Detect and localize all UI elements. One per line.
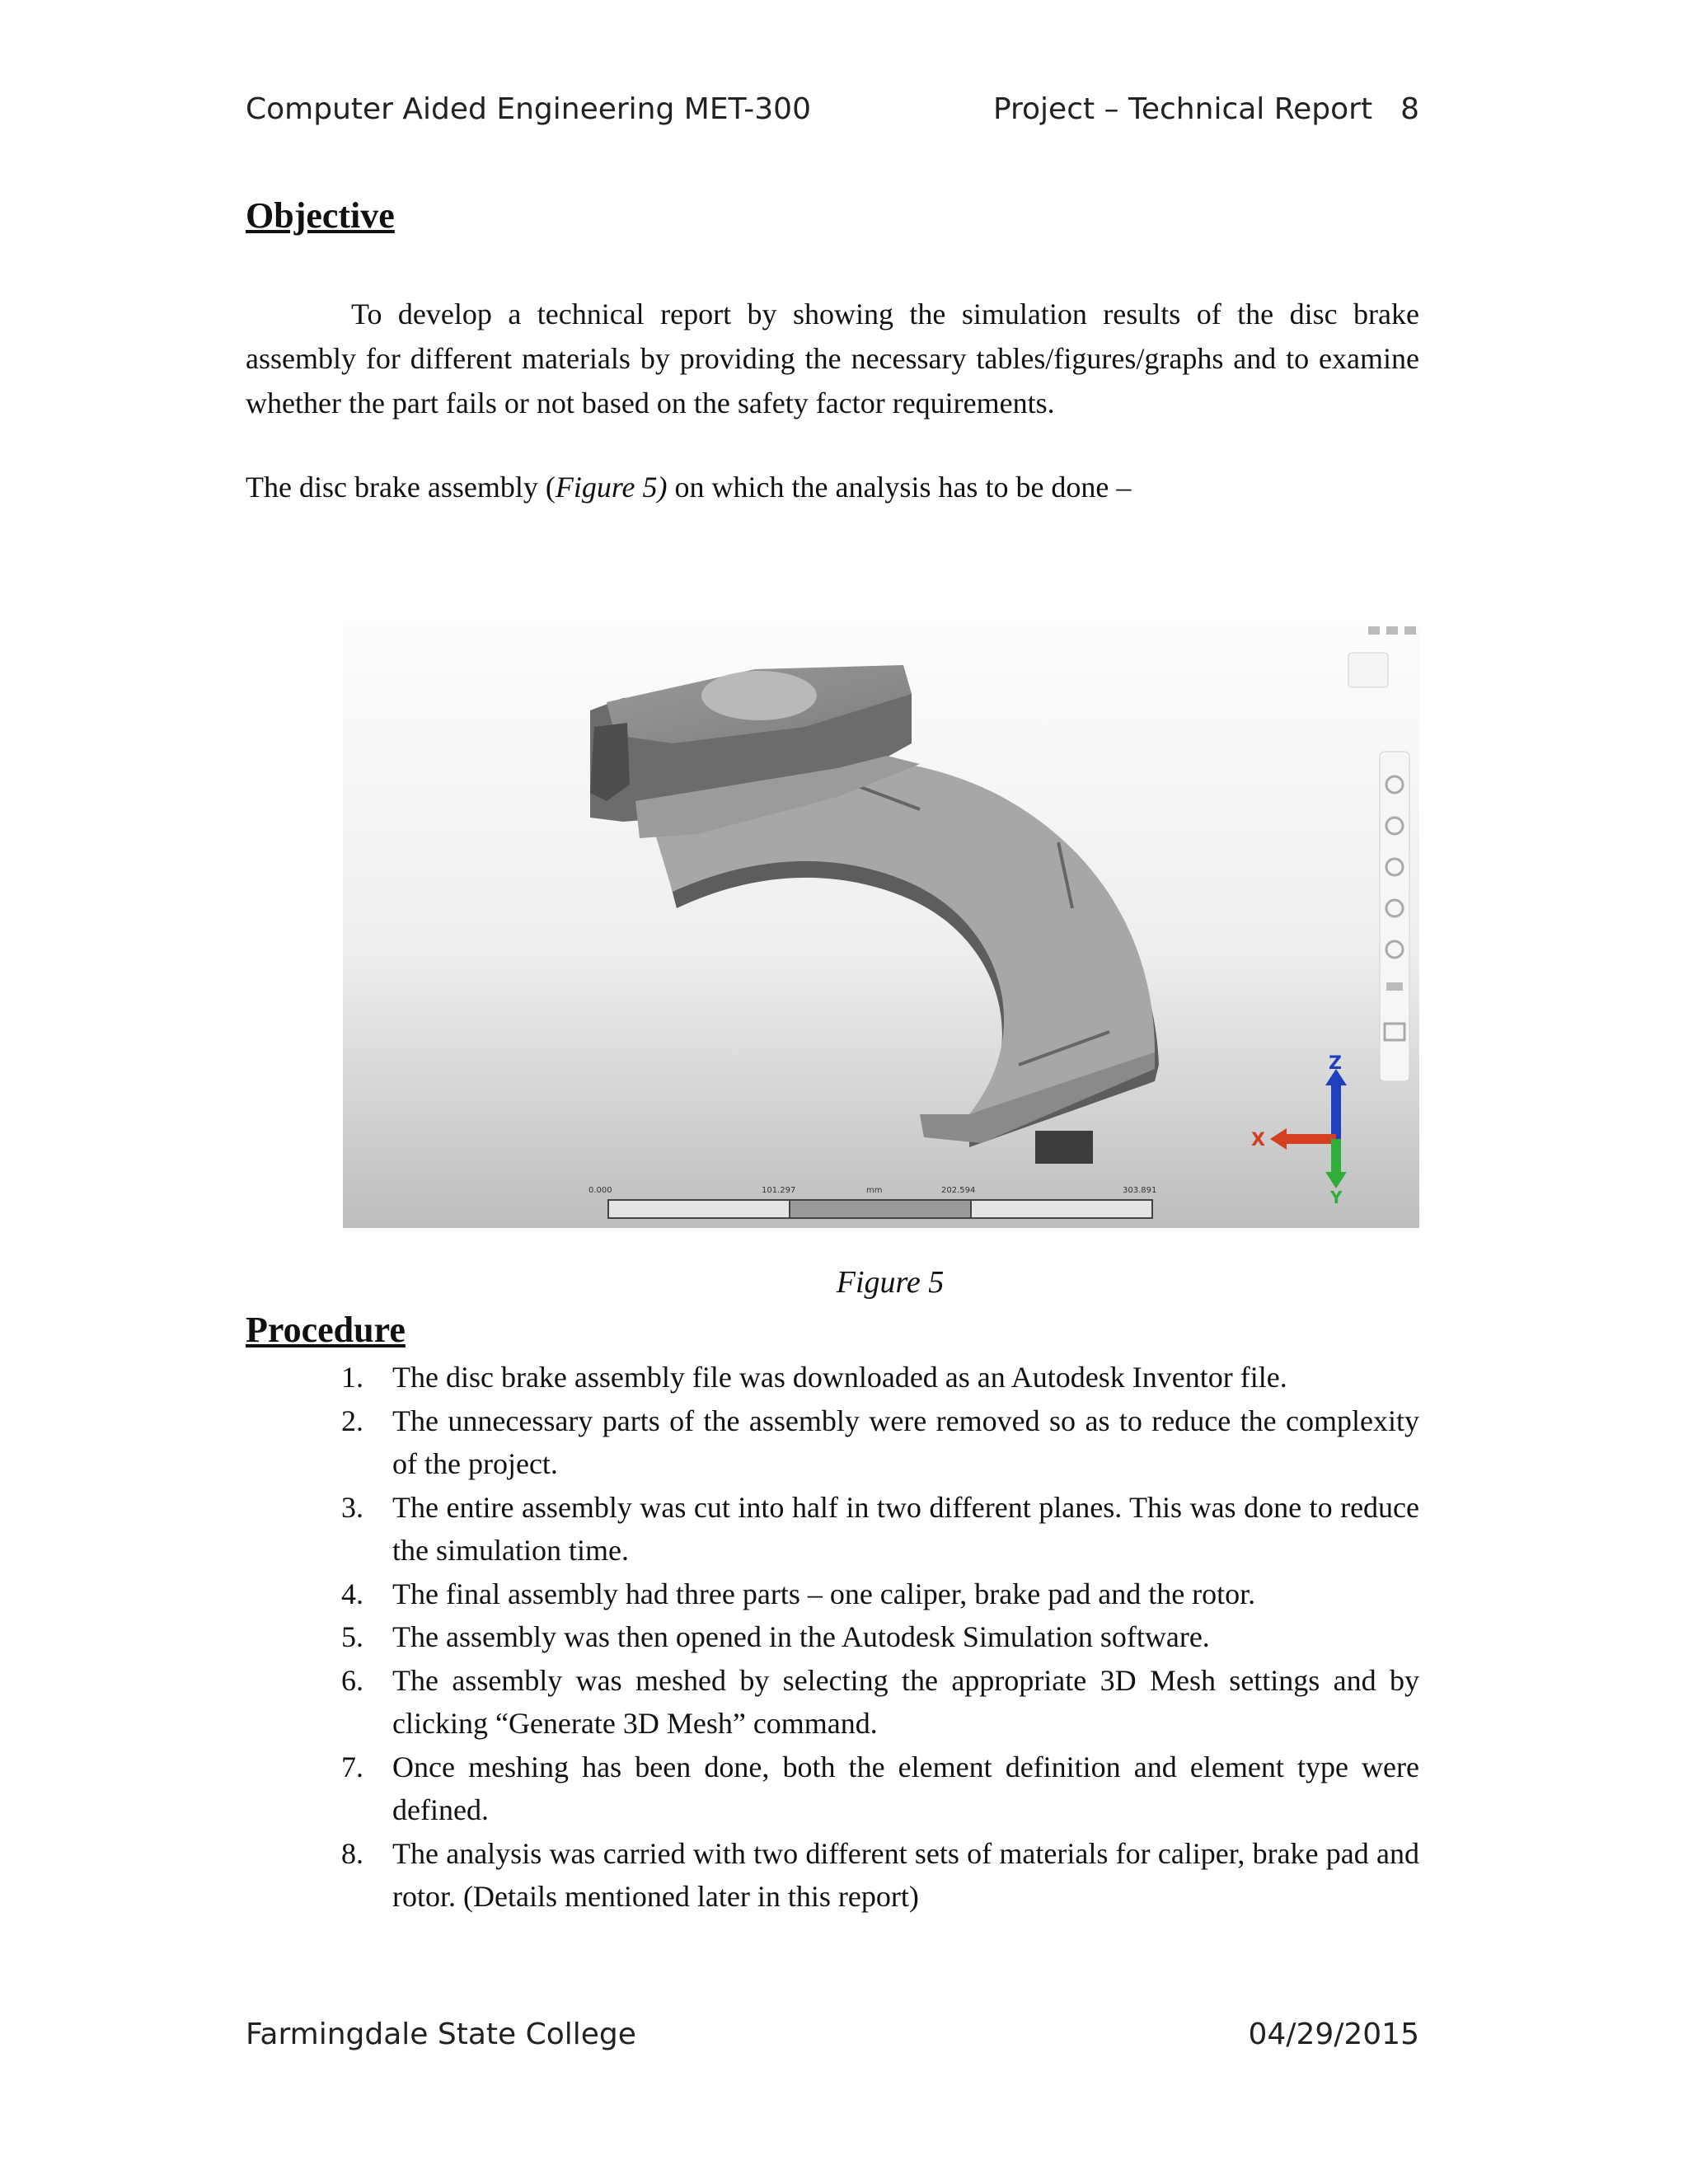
procedure-step: [341, 1572, 1419, 1616]
scale-segment: [608, 1200, 790, 1218]
procedure-heading: Procedure: [246, 1310, 406, 1350]
scale-label-0: 0.000: [588, 1186, 612, 1195]
footer-institution: Farmingdale State College: [246, 2018, 636, 2051]
step-number: 8.: [341, 1836, 363, 1870]
procedure-step: [341, 1746, 1419, 1832]
footer-date: 04/29/2015: [1248, 2018, 1419, 2051]
figure-caption: Figure 5: [836, 1265, 945, 1300]
scale-label-unit: mm: [866, 1186, 883, 1195]
step-text: The assembly was then opened in the Autodesk Simulation software.: [392, 1620, 1210, 1653]
scale-label-1: 101.297: [762, 1186, 796, 1195]
caliper-piston: [701, 671, 817, 720]
step-text: The assembly was meshed by selecting the appropriate 3D Mesh settings and by clicking “Generate 3D Mesh” command.: [392, 1663, 1419, 1740]
intro-after: on which the analysis has to be done –: [667, 471, 1132, 504]
step-text: The unnecessary parts of the assembly were removed so as to reduce the complexity of the project.: [392, 1404, 1419, 1480]
intro-figure-ref: Figure 5): [555, 471, 668, 504]
step-number: 4.: [341, 1577, 363, 1610]
procedure-step: [341, 1659, 1419, 1746]
page-number: 8: [1400, 92, 1419, 126]
close-icon[interactable]: [1404, 626, 1416, 635]
scale-segment: [790, 1200, 971, 1218]
step-number: 2.: [341, 1404, 363, 1437]
rewind-icon[interactable]: [1386, 982, 1403, 991]
objective-paragraph: To develop a technical report by showing the simulation results of the disc brake assembly for different materials by providing the necessary tables/figures/graphs and to examine whether the part fails or not based on the safety factor requirements.: [246, 298, 1419, 419]
scale-label-2: 202.594: [941, 1186, 976, 1195]
step-text: Once meshing has been done, both the element definition and element type were defined.: [392, 1750, 1419, 1826]
y-axis-label: Y: [1330, 1188, 1343, 1207]
step-number: 3.: [341, 1490, 363, 1524]
x-axis-label: X: [1251, 1130, 1265, 1151]
header-report: [993, 92, 1419, 126]
step-number: 5.: [341, 1620, 363, 1653]
procedure-step: [341, 1486, 1419, 1572]
header-course: Computer Aided Engineering MET-300: [246, 92, 811, 126]
objective-intro: [246, 465, 1419, 509]
header-report-title: Project – Technical Report: [992, 92, 1373, 126]
step-text: The final assembly had three parts – one caliper, brake pad and the rotor.: [392, 1577, 1256, 1610]
step-text: The analysis was carried with two different sets of materials for caliper, brake pad and rotor. (Details mentioned later in this report): [392, 1836, 1419, 1913]
disc-brake-render: [343, 620, 1419, 1228]
objective-heading: Objective: [246, 195, 395, 236]
procedure-step: [341, 1615, 1419, 1659]
step-number: 7.: [341, 1750, 363, 1783]
scale-label-3: 303.891: [1123, 1186, 1157, 1195]
step-number: 6.: [341, 1663, 363, 1697]
minimize-icon[interactable]: [1368, 626, 1380, 635]
procedure-list: [341, 1356, 1419, 1919]
step-number: 1.: [341, 1361, 363, 1394]
step-text: The disc brake assembly file was downloaded as an Autodesk Inventor file.: [392, 1361, 1287, 1394]
rotor-hub: [1035, 1131, 1093, 1164]
z-axis-label: Z: [1329, 1053, 1342, 1074]
restore-icon[interactable]: [1386, 626, 1398, 635]
intro-before: The disc brake assembly (: [246, 471, 556, 504]
procedure-step: [341, 1832, 1419, 1919]
figure-cad-viewport: [343, 620, 1419, 1228]
view-cube[interactable]: [1348, 653, 1388, 687]
procedure-step: [341, 1356, 1419, 1399]
scale-segment: [971, 1200, 1152, 1218]
step-text: The entire assembly was cut into half in two different planes. This was done to reduce the simulation time.: [392, 1490, 1419, 1567]
procedure-step: [341, 1399, 1419, 1486]
